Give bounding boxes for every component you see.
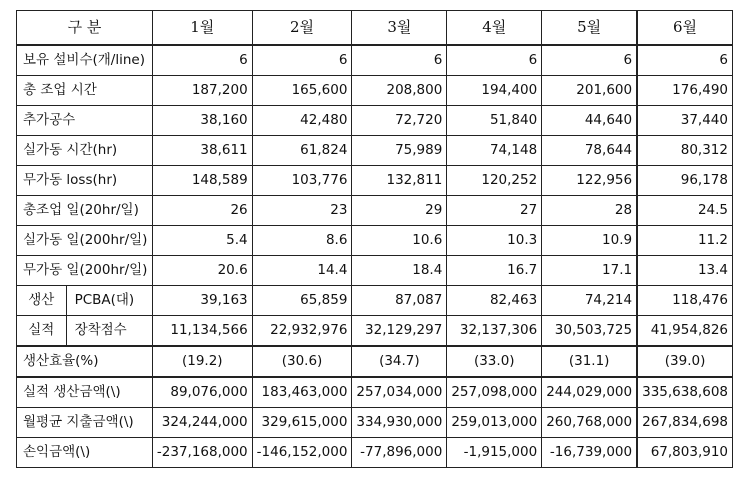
cell: (30.6) [252, 346, 352, 377]
cell: (34.7) [352, 346, 447, 377]
table-row [17, 45, 733, 76]
cell: 22,932,976 [252, 316, 352, 347]
report-table-wrapper [16, 10, 733, 468]
row-label: 보유 설비수(개/line) [17, 45, 153, 76]
cell: 65,859 [252, 286, 352, 316]
cell: 118,476 [637, 286, 732, 316]
cell: 176,490 [637, 76, 732, 106]
cell: 8.6 [252, 226, 352, 256]
monthly-operations-table [16, 10, 733, 468]
cell: 89,076,000 [152, 377, 252, 408]
header-month-1: 1월 [152, 11, 252, 46]
header-row [17, 11, 733, 46]
table-row [17, 286, 733, 316]
cell: 37,440 [637, 106, 732, 136]
cell: (19.2) [152, 346, 252, 377]
cell: 324,244,000 [152, 408, 252, 438]
cell: 257,098,000 [447, 377, 542, 408]
table-row [17, 166, 733, 196]
cell: 5.4 [152, 226, 252, 256]
row-label: PCBA(대) [66, 286, 152, 316]
row-label: 총 조업 시간 [17, 76, 153, 106]
cell: 23 [252, 196, 352, 226]
cell: 26 [152, 196, 252, 226]
cell: (31.1) [542, 346, 637, 377]
cell: 80,312 [637, 136, 732, 166]
cell: 38,160 [152, 106, 252, 136]
row-label: 추가공수 [17, 106, 153, 136]
cell: 183,463,000 [252, 377, 352, 408]
cell: -16,739,000 [542, 438, 637, 468]
table-row [17, 256, 733, 286]
header-month-4: 4월 [447, 11, 542, 46]
cell: 87,087 [352, 286, 447, 316]
cell: 82,463 [447, 286, 542, 316]
row-label: 총조업 일(20hr/일) [17, 196, 153, 226]
cell: 61,824 [252, 136, 352, 166]
cell: 329,615,000 [252, 408, 352, 438]
header-category: 구 분 [17, 11, 153, 46]
cell: 32,137,306 [447, 316, 542, 347]
cell: -1,915,000 [447, 438, 542, 468]
row-label: 실적 생산금액(\) [17, 377, 153, 408]
cell: 11.2 [637, 226, 732, 256]
cell: 74,214 [542, 286, 637, 316]
cell: 27 [447, 196, 542, 226]
cell: 6 [352, 45, 447, 76]
cell: 29 [352, 196, 447, 226]
cell: 51,840 [447, 106, 542, 136]
cell: 28 [542, 196, 637, 226]
cell: 41,954,826 [637, 316, 732, 347]
cell: 39,163 [152, 286, 252, 316]
row-label: 월평균 지출금액(\) [17, 408, 153, 438]
cell: 13.4 [637, 256, 732, 286]
cell: 11,134,566 [152, 316, 252, 347]
cell: (33.0) [447, 346, 542, 377]
cell: 38,611 [152, 136, 252, 166]
cell: 208,800 [352, 76, 447, 106]
cell: 24.5 [637, 196, 732, 226]
row-label: 무가동 일(200hr/일) [17, 256, 153, 286]
cell: 17.1 [542, 256, 637, 286]
table-row [17, 438, 733, 468]
group-label-results: 실적 [17, 316, 67, 347]
header-month-6: 6월 [637, 11, 732, 46]
cell: 96,178 [637, 166, 732, 196]
cell: 10.3 [447, 226, 542, 256]
cell: -237,168,000 [152, 438, 252, 468]
row-label: 손익금액(\) [17, 438, 153, 468]
cell: 103,776 [252, 166, 352, 196]
cell: 10.9 [542, 226, 637, 256]
cell: 244,029,000 [542, 377, 637, 408]
table-row [17, 226, 733, 256]
table-row [17, 377, 733, 408]
cell: 20.6 [152, 256, 252, 286]
cell: 148,589 [152, 166, 252, 196]
table-row [17, 106, 733, 136]
cell: 260,768,000 [542, 408, 637, 438]
cell: 194,400 [447, 76, 542, 106]
header-month-2: 2월 [252, 11, 352, 46]
cell: (39.0) [637, 346, 732, 377]
table-row [17, 408, 733, 438]
cell: 267,834,698 [637, 408, 732, 438]
cell: 259,013,000 [447, 408, 542, 438]
cell: 14.4 [252, 256, 352, 286]
cell: 10.6 [352, 226, 447, 256]
cell: 74,148 [447, 136, 542, 166]
table-row [17, 316, 733, 347]
table-row [17, 76, 733, 106]
table-row [17, 136, 733, 166]
table-row [17, 196, 733, 226]
cell: 67,803,910 [637, 438, 732, 468]
cell: 18.4 [352, 256, 447, 286]
row-label: 실가동 일(200hr/일) [17, 226, 153, 256]
cell: 16.7 [447, 256, 542, 286]
table-row [17, 346, 733, 377]
cell: 75,989 [352, 136, 447, 166]
header-month-3: 3월 [352, 11, 447, 46]
cell: 187,200 [152, 76, 252, 106]
cell: 72,720 [352, 106, 447, 136]
group-label-production: 생산 [17, 286, 67, 316]
cell: 32,129,297 [352, 316, 447, 347]
cell: 165,600 [252, 76, 352, 106]
cell: 6 [637, 45, 732, 76]
cell: 122,956 [542, 166, 637, 196]
cell: 257,034,000 [352, 377, 447, 408]
cell: 6 [152, 45, 252, 76]
cell: 6 [252, 45, 352, 76]
cell: 201,600 [542, 76, 637, 106]
row-label: 장착점수 [66, 316, 152, 347]
cell: -77,896,000 [352, 438, 447, 468]
cell: -146,152,000 [252, 438, 352, 468]
cell: 30,503,725 [542, 316, 637, 347]
row-label: 실가동 시간(hr) [17, 136, 153, 166]
cell: 6 [447, 45, 542, 76]
cell: 78,644 [542, 136, 637, 166]
header-month-5: 5월 [542, 11, 637, 46]
row-label: 무가동 loss(hr) [17, 166, 153, 196]
cell: 44,640 [542, 106, 637, 136]
cell: 6 [542, 45, 637, 76]
cell: 120,252 [447, 166, 542, 196]
cell: 132,811 [352, 166, 447, 196]
row-label: 생산효율(%) [17, 346, 153, 377]
cell: 334,930,000 [352, 408, 447, 438]
cell: 335,638,608 [637, 377, 732, 408]
cell: 42,480 [252, 106, 352, 136]
